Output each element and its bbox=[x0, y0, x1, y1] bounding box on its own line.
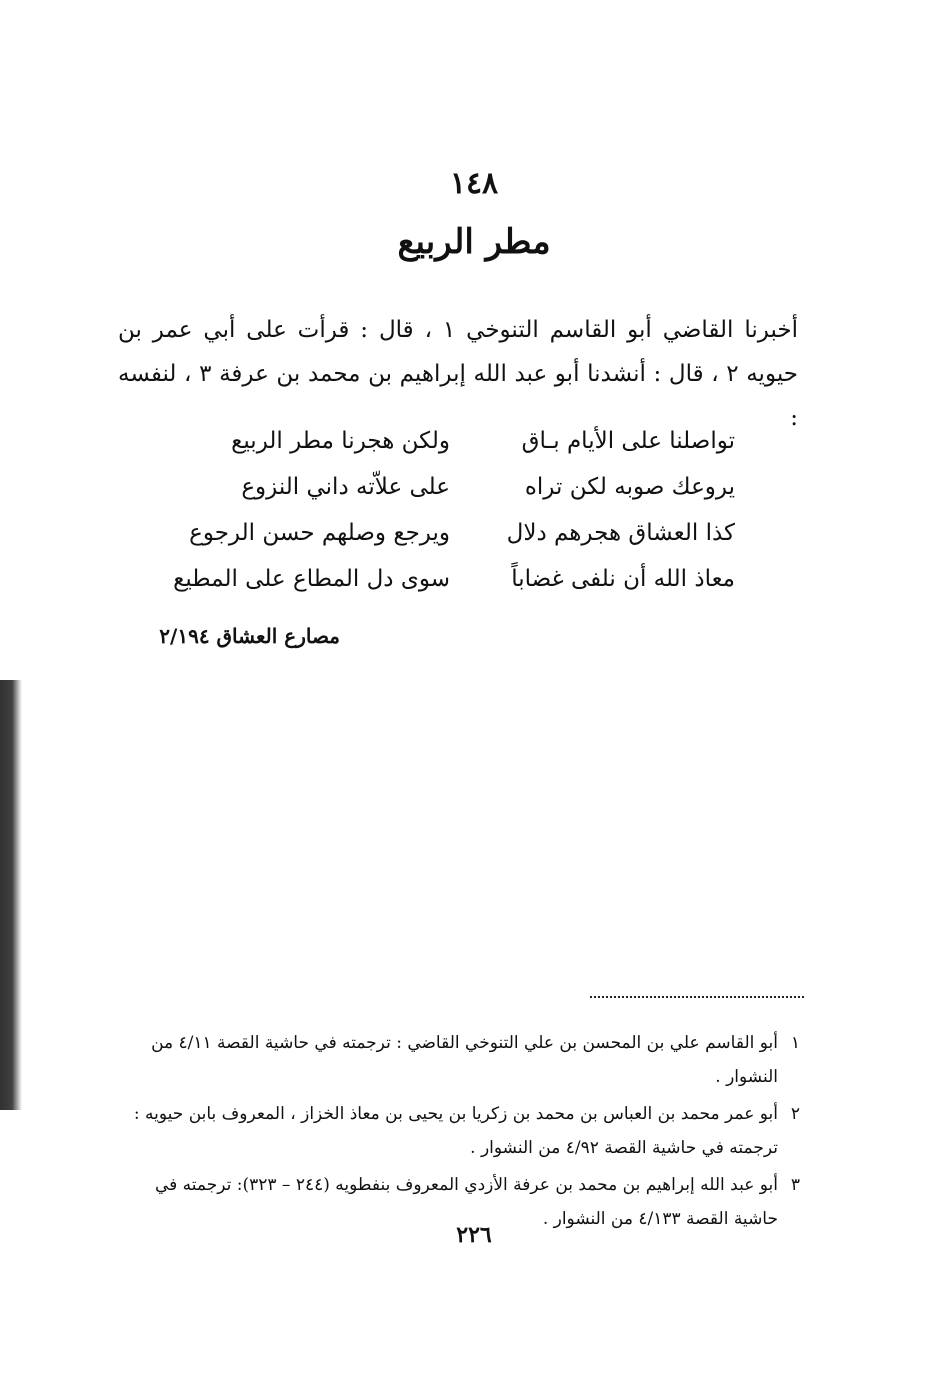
footnote-divider bbox=[590, 996, 804, 998]
verse-second-hemistich: ولكن هجرنا مطر الربيع bbox=[231, 428, 450, 454]
story-number: ١٤٨ bbox=[449, 166, 499, 201]
footnote-item bbox=[130, 1097, 800, 1165]
footnote-text: أبو عبد الله إبراهيم بن محمد بن عرفة الأزدي المعروف بنفطويه (٢٤٤ – ٣٢٣): ترجمته في حاشية القصة ٤/١٣٣ من النشوار . bbox=[154, 1175, 778, 1229]
source-citation: مصارع العشاق ٢/١٩٤ bbox=[159, 624, 340, 648]
poem-verse bbox=[190, 464, 735, 510]
footnote-text: أبو القاسم علي بن المحسن بن علي التنوخي القاضي : ترجمته في حاشية القصة ٤/١١ من النشوار . bbox=[151, 1033, 778, 1087]
verse-first-hemistich: يروعك صوبه لكن تراه bbox=[524, 474, 735, 500]
verse-second-hemistich: ويرجع وصلهم حسن الرجوع bbox=[189, 520, 450, 546]
verse-second-hemistich: سوى دل المطاع على المطيع bbox=[173, 566, 450, 592]
verse-first-hemistich: معاذ الله أن نلفى غضاباً bbox=[511, 566, 735, 592]
footnote-number: ١ bbox=[790, 1033, 800, 1053]
poem-verse bbox=[173, 556, 735, 602]
footnote-number: ٣ bbox=[790, 1175, 800, 1195]
verse-first-hemistich: كذا العشاق هجرهم دلال bbox=[506, 520, 735, 546]
scan-shadow-edge bbox=[0, 680, 22, 1110]
footnotes bbox=[130, 1026, 800, 1239]
poem bbox=[173, 418, 735, 602]
footnote-number: ٢ bbox=[790, 1104, 800, 1124]
verse-first-hemistich: تواصلنا على الأيام بـاق bbox=[521, 428, 735, 454]
intro-paragraph: أخبرنا القاضي أبو القاسم التنوخي ١ ، قال : قرأت على أبي عمر بن حيويه ٢ ، قال : أنشدنا أبو عبد الله إبراهيم بن محمد بن عرفة ٣ ، لنفسه : bbox=[118, 317, 798, 431]
poem-verse bbox=[190, 510, 735, 556]
story-title: مطر الربيع bbox=[397, 222, 551, 262]
page-number: ٢٢٦ bbox=[456, 1222, 492, 1248]
verse-second-hemistich: على علاّته داني النزوع bbox=[241, 474, 450, 500]
footnote-text: أبو عمر محمد بن العباس بن محمد بن زكريا بن يحيى بن معاذ الخزاز ، المعروف بابن حيويه : ترجمته في حاشية القصة ٤/٩٢ من النشوار . bbox=[133, 1104, 778, 1158]
poem-verse bbox=[190, 418, 735, 464]
footnote-item bbox=[130, 1026, 800, 1094]
